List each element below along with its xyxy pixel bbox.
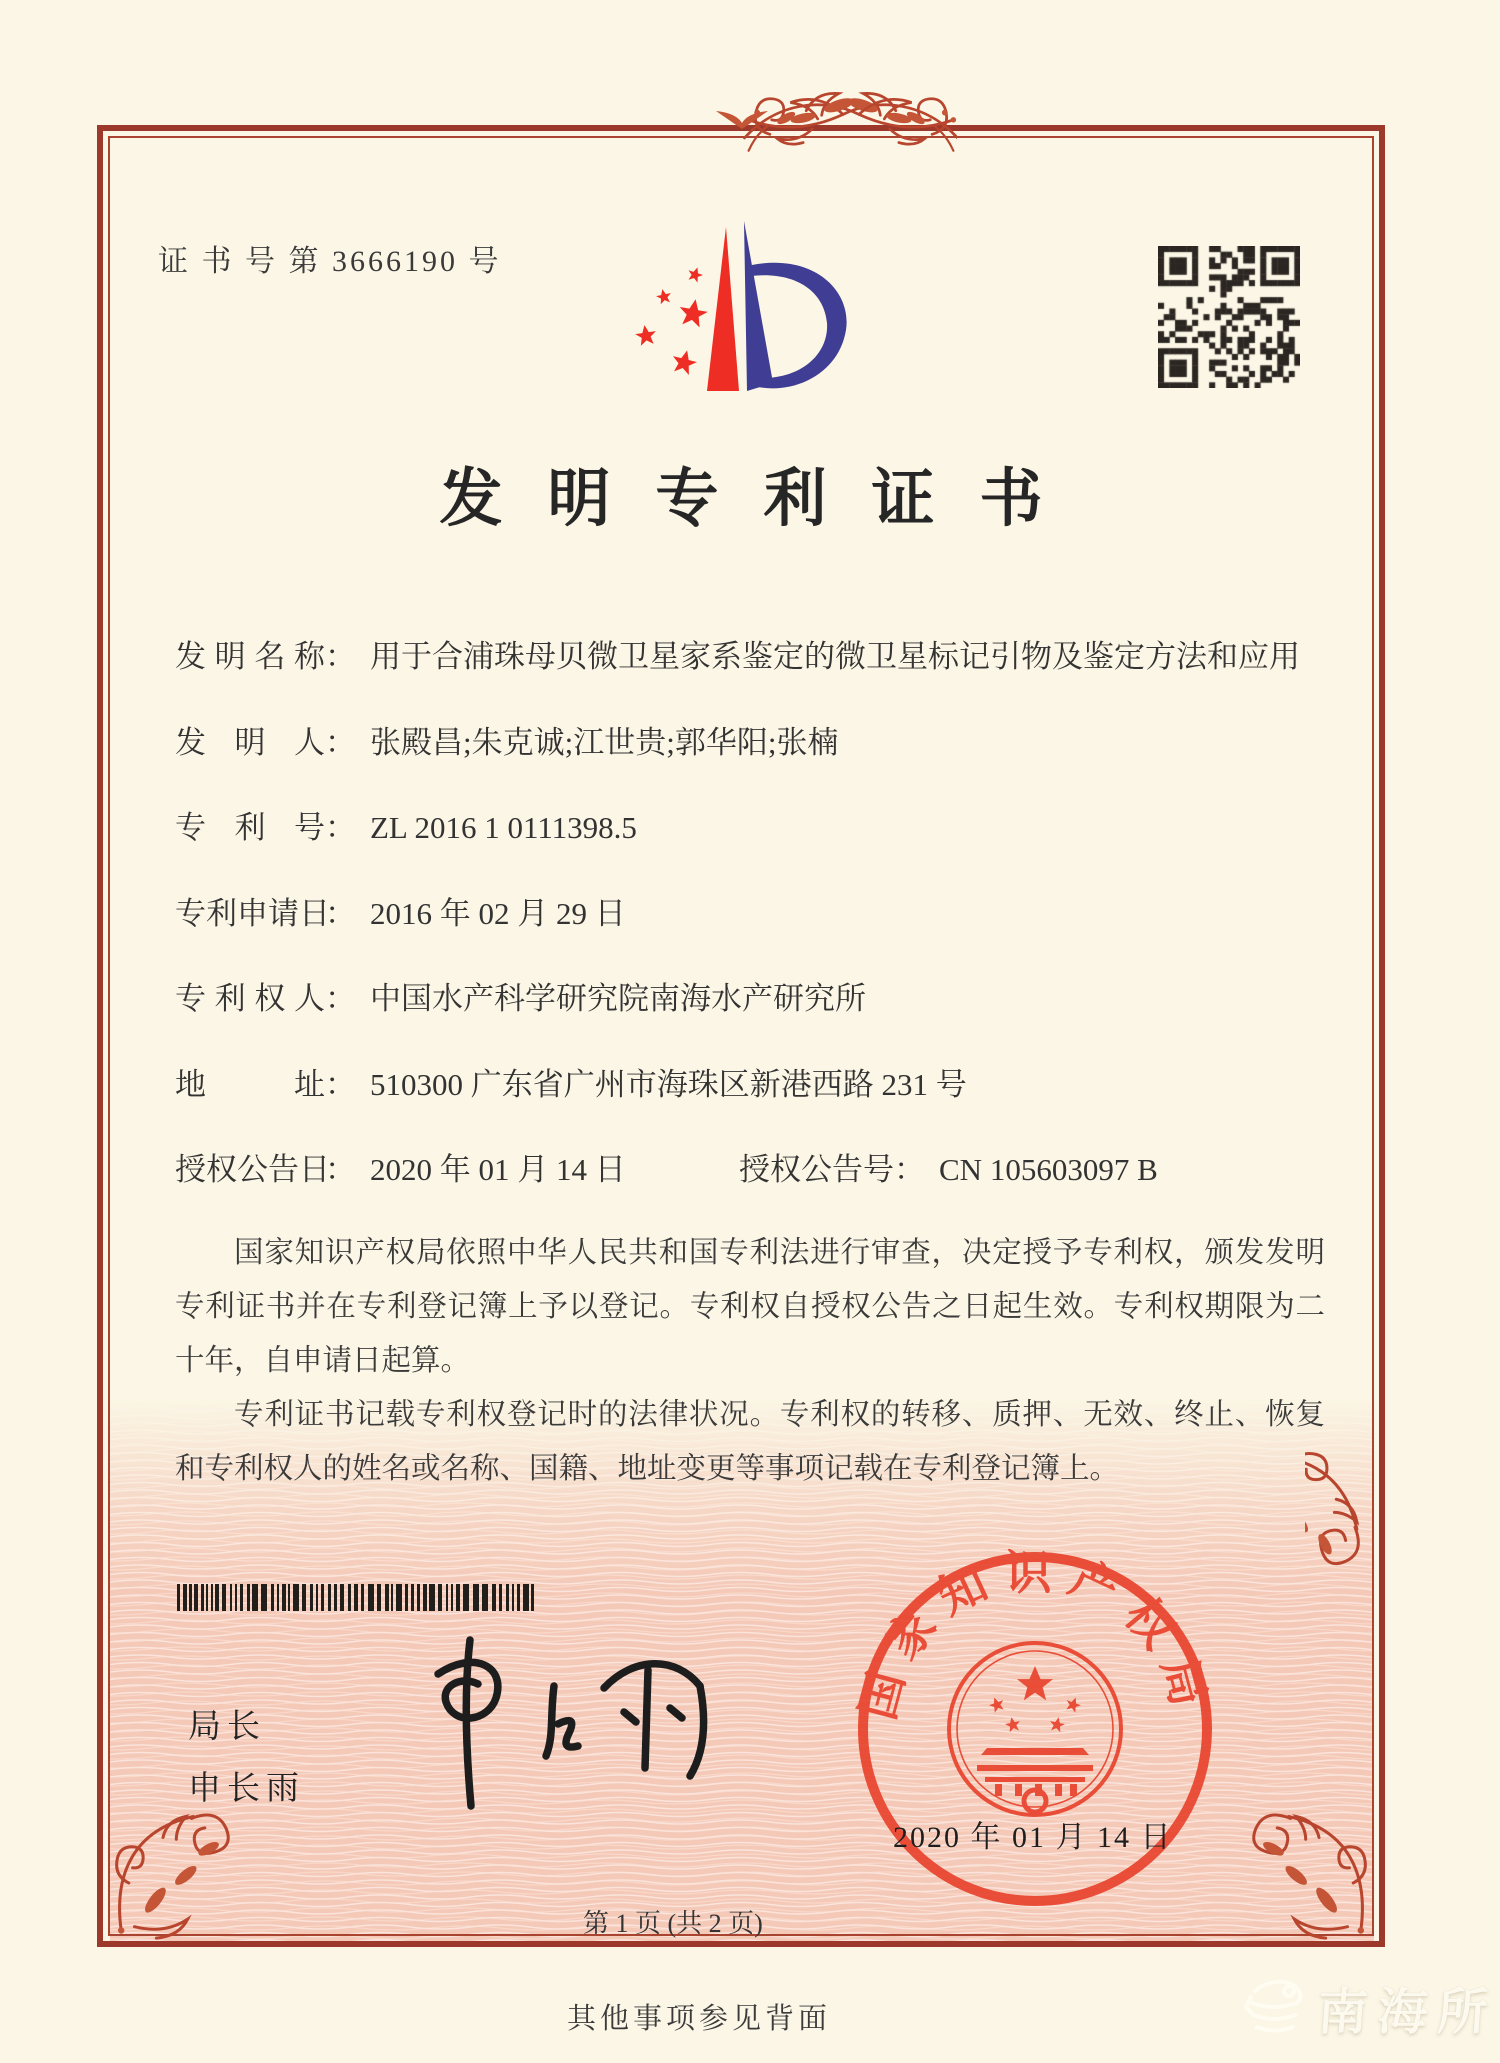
field-label: 授权公告号: [739, 1152, 894, 1187]
field-value: 2020 年 01 月 14 日: [370, 1152, 626, 1187]
back-note: 其他事项参见背面: [567, 2003, 832, 2035]
field-label: 发明名称: [175, 639, 325, 674]
qr-code: [1158, 246, 1300, 388]
field-row-invention-name: [175, 631, 1300, 676]
page-indicator: 第 1 页 (共 2 页): [583, 1909, 763, 1938]
svg-text:国家知识产权局: [852, 1548, 1217, 1725]
official-seal: [845, 1539, 1225, 1919]
director-title: 局长: [188, 1709, 266, 1745]
field-colon: ：: [325, 896, 356, 931]
field-label: 授权公告日: [175, 1152, 330, 1187]
field-label: 发明人: [175, 725, 325, 760]
ornament-top-center-icon: [527, 83, 957, 179]
field-value: 中国水产科学研究院南海水产研究所: [370, 981, 866, 1016]
watermark: [1241, 1972, 1500, 2044]
field-label: 专利申请日: [175, 896, 330, 931]
ornament-bottom-right-icon: [1224, 1788, 1376, 1940]
seal-date: 2020 年 01 月 14 日: [893, 1821, 1173, 1854]
certificate-number: 证 书 号 第 3666190 号: [158, 245, 502, 278]
field-row-grant: [175, 1144, 1158, 1189]
director-name: 申长雨: [188, 1771, 305, 1807]
cnipa-logo-icon: [608, 213, 858, 403]
field-colon: ：: [325, 810, 356, 845]
field-colon: ：: [325, 639, 356, 674]
certificate-title: 发明专利证书: [439, 464, 1088, 534]
field-value: ZL 2016 1 0111398.5: [370, 810, 637, 845]
field-label: 地址: [175, 1067, 325, 1102]
ornament-bottom-left-icon: [106, 1788, 258, 1940]
field-colon: ：: [894, 1152, 925, 1187]
field-value: 用于合浦珠母贝微卫星家系鉴定的微卫星标记引物及鉴定方法和应用: [370, 639, 1300, 674]
field-row-inventors: [175, 717, 838, 762]
seal-text: 国家知识产权局: [852, 1548, 1218, 1726]
field-value: 2016 年 02 月 29 日: [370, 896, 626, 931]
fish-icon: [1242, 1977, 1310, 2039]
field-colon: ：: [325, 1152, 356, 1187]
field-row-patent-number: [175, 802, 637, 847]
barcode: [177, 1584, 545, 1611]
field-colon: ：: [325, 981, 356, 1016]
field-colon: ：: [325, 1067, 356, 1102]
director-signature: [408, 1628, 728, 1833]
legal-text-block: [175, 1226, 1325, 1496]
national-emblem-icon: [949, 1643, 1121, 1815]
legal-paragraph: 专利证书记载专利权登记时的法律状况。专利权的转移、质押、无效、终止、恢复和专利权人的姓名或名称、国籍、地址变更等事项记载在专利登记簿上。: [175, 1399, 1325, 1485]
watermark-text: 南海所: [1315, 1984, 1500, 2040]
grant-number-group: [739, 1144, 1158, 1189]
field-row-address: [175, 1059, 967, 1104]
field-value: 张殿昌;朱克诚;江世贵;郭华阳;张楠: [370, 725, 839, 760]
field-row-filing-date: [175, 888, 626, 933]
field-colon: ：: [325, 725, 356, 760]
field-value: 510300 广东省广州市海珠区新港西路 231 号: [370, 1067, 967, 1102]
field-row-patentee: [175, 973, 866, 1018]
field-label: 专利号: [175, 810, 325, 845]
field-label: 专利权人: [175, 981, 325, 1016]
legal-paragraph: 国家知识产权局依照中华人民共和国专利法进行审查，决定授予专利权，颁发发明专利证书并在专利登记簿上予以登记。专利权自授权公告之日起生效。专利权期限为二十年，自申请日起算。: [175, 1237, 1325, 1377]
field-value: CN 105603097 B: [939, 1152, 1158, 1187]
